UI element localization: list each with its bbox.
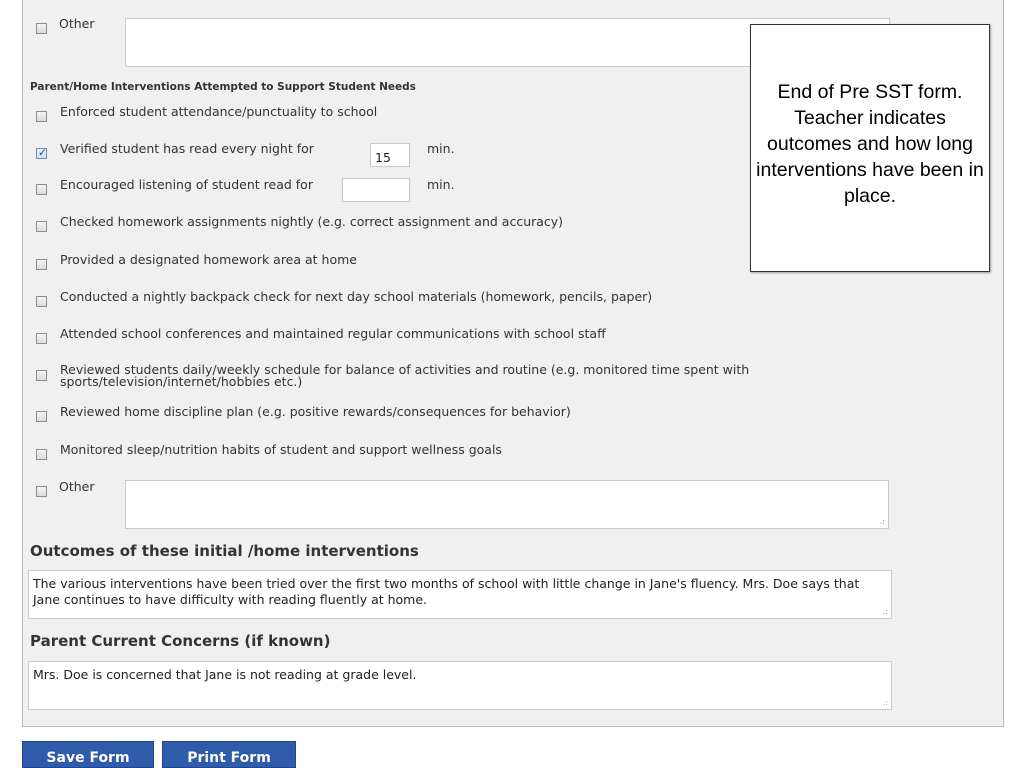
attendance-checkbox[interactable] <box>36 111 47 122</box>
top-other-checkbox[interactable] <box>36 23 47 34</box>
outcomes-textarea[interactable] <box>28 570 892 619</box>
homework-check-checkbox[interactable] <box>36 221 47 232</box>
parent-section-title: Parent/Home Interventions Attempted to Support Student Needs <box>30 81 416 93</box>
schedule-review-checkbox[interactable] <box>36 370 47 381</box>
resize-handle-icon[interactable]: .: <box>882 607 888 616</box>
read-nightly-checkbox[interactable] <box>36 148 47 159</box>
checkmark-icon: ✓ <box>37 146 48 159</box>
listening-min-suffix: min. <box>427 177 455 192</box>
concerns-textarea[interactable] <box>28 661 892 710</box>
parent-other-checkbox[interactable] <box>36 486 47 497</box>
attendance-label: Enforced student attendance/punctuality to school <box>60 104 378 119</box>
schedule-review-label: Reviewed students daily/weekly schedule for balance of activities and routine (e.g. monitored time spent with sports/television/internet/hobbies etc.) <box>60 362 750 389</box>
listening-label: Encouraged listening of student read for <box>60 177 313 192</box>
homework-check-label: Checked homework assignments nightly (e.g. correct assignment and accuracy) <box>60 214 564 229</box>
print-form-button[interactable]: Print Form <box>162 741 296 768</box>
discipline-plan-label: Reviewed home discipline plan (e.g. positive rewards/consequences for behavior) <box>60 404 571 419</box>
resize-handle-icon[interactable]: .: <box>879 517 885 526</box>
backpack-check-checkbox[interactable] <box>36 296 47 307</box>
outcomes-value: The various interventions have been tried over the first two months of school with little change in Jane's fluency. Mrs. Doe says that Jane continues to have difficulty with reading fluently at home. <box>33 576 860 607</box>
read-nightly-label: Verified student has read every night for <box>60 141 314 156</box>
conferences-label: Attended school conferences and maintained regular communications with school staff <box>60 326 606 341</box>
backpack-check-label: Conducted a nightly backpack check for next day school materials (homework, pencils, paper) <box>60 289 653 304</box>
parent-other-label: Other <box>59 479 95 494</box>
sleep-nutrition-checkbox[interactable] <box>36 449 47 460</box>
read-nightly-minutes-input[interactable]: 15 <box>370 143 410 167</box>
read-nightly-min-suffix: min. <box>427 141 455 156</box>
parent-other-textarea[interactable] <box>125 480 889 529</box>
sleep-nutrition-label: Monitored sleep/nutrition habits of student and support wellness goals <box>60 442 502 457</box>
conferences-checkbox[interactable] <box>36 333 47 344</box>
resize-handle-icon[interactable]: .: <box>882 698 888 707</box>
concerns-value: Mrs. Doe is concerned that Jane is not reading at grade level. <box>33 667 417 682</box>
outcomes-heading: Outcomes of these initial /home interventions <box>30 542 419 560</box>
top-other-label: Other <box>59 16 95 31</box>
homework-area-label: Provided a designated homework area at home <box>60 252 357 267</box>
listening-checkbox[interactable] <box>36 184 47 195</box>
homework-area-checkbox[interactable] <box>36 259 47 270</box>
save-form-button[interactable]: Save Form <box>22 741 154 768</box>
listening-minutes-input[interactable] <box>342 178 410 202</box>
concerns-heading: Parent Current Concerns (if known) <box>30 632 331 650</box>
discipline-plan-checkbox[interactable] <box>36 411 47 422</box>
annotation-callout: End of Pre SST form. Teacher indicates outcomes and how long interventions have been in place. <box>750 24 990 272</box>
